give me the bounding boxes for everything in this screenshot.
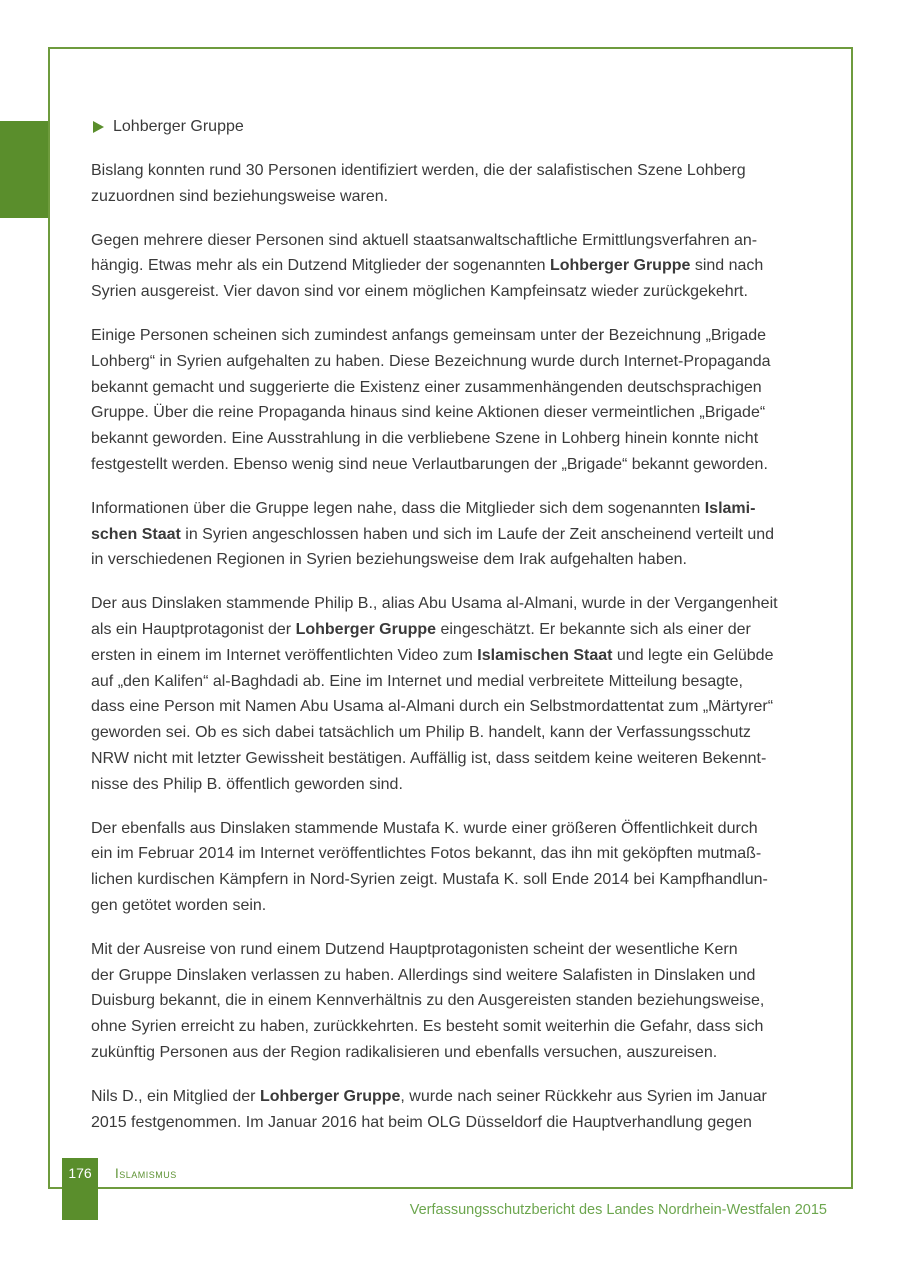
text-run: gen getötet worden sein. (91, 896, 267, 914)
text-run: Mit der Ausreise von rund einem Dutzend Hauptprotagonisten scheint der wesentliche Kern (91, 940, 738, 958)
section-heading-label: Lohberger Gruppe (113, 118, 244, 135)
text-run: Einige Personen scheinen sich zumindest anfangs gemeinsam unter der Bezeichnung „Brigade (91, 326, 767, 344)
text-run: in verschiedenen Regionen in Syrien beziehungsweise dem Irak aufgehalten haben. (91, 551, 687, 569)
paragraph (91, 1084, 836, 1136)
text-run: ohne Syrien erreicht zu haben, zurückkehrten. Es besteht somit weiterhin die Gefahr, dass sich (91, 1018, 764, 1036)
text-run: der Gruppe Dinslaken verlassen zu haben. Allerdings sind weitere Salafisten in Dinslaken und (91, 966, 756, 984)
text-run: NRW nicht mit letzter Gewissheit bestätigen. Auffällig ist, dass seitdem keine weiteren Bekennt- (91, 749, 767, 767)
bold-text-run: Lohberger Gruppe (295, 620, 437, 638)
text-run: Informationen über die Gruppe legen nahe, dass die Mitglieder sich dem sogenannten (91, 499, 705, 517)
text-run: Gegen mehrere dieser Personen sind aktuell staatsanwaltschaftliche Ermittlungsverfahren an- (91, 231, 758, 249)
text-run: hängig. Etwas mehr als ein Dutzend Mitglieder der sogenannten (91, 257, 550, 275)
text-run: in Syrien angeschlossen haben und sich im Laufe der Zeit anscheinend verteilt und (180, 525, 775, 543)
bold-text-run: Islami- (704, 499, 756, 517)
text-run: Nils D., ein Mitglied der (91, 1087, 260, 1105)
text-run: nisse des Philip B. öffentlich geworden sind. (91, 775, 403, 793)
text-run: dass eine Person mit Namen Abu Usama al-Almani durch ein Selbstmordattentat zum „Märtyrer“ (91, 698, 774, 716)
text-run: bekannt geworden. Eine Ausstrahlung in die verbliebene Szene in Lohberg hinein konnte nicht (91, 430, 759, 448)
text-run: Syrien ausgereist. Vier davon sind vor einem möglichen Kampfeinsatz wieder zurückgekehrt. (91, 283, 748, 301)
text-run: Duisburg bekannt, die in einem Kennverhältnis zu den Ausgereisten standen beziehungsweise, (91, 992, 765, 1010)
page-number: 176 (68, 1165, 92, 1181)
text-run: Bislang konnten rund 30 Personen identifiziert werden, die der salafistischen Szene Lohberg (91, 162, 746, 179)
paragraph-container (91, 158, 836, 1135)
paragraph (91, 228, 836, 305)
paragraph (91, 816, 836, 919)
text-run: und legte ein Gelübde (612, 646, 774, 664)
text-run: ersten in einem im Internet veröffentlichten Video zum (91, 646, 478, 664)
section-heading (93, 114, 836, 140)
text-run: lichen kurdischen Kämpfern in Nord-Syrien zeigt. Mustafa K. soll Ende 2014 bei Kampfhandlun- (91, 871, 768, 889)
text-run: 2015 festgenommen. Im Januar 2016 hat beim OLG Düsseldorf die Hauptverhandlung gegen (91, 1113, 752, 1131)
bold-text-run: Islamischen Staat (477, 646, 613, 664)
text-run: auf „den Kalifen“ al-Baghdadi ab. Eine im Internet und medial verbreitete Mitteilung besagte, (91, 672, 743, 690)
text-run: zuzuordnen sind beziehungsweise waren. (91, 187, 389, 205)
text-run: ein im Februar 2014 im Internet veröffentlichtes Fotos bekannt, das ihn mit geköpften mutmaß- (91, 845, 762, 863)
text-run: zukünftig Personen aus der Region radikalisieren und ebenfalls versuchen, auszureisen. (91, 1043, 718, 1061)
text-run: Gruppe. Über die reine Propaganda hinaus sind keine Aktionen dieser vermeintlichen „Brigade“ (91, 404, 766, 422)
chapter-side-tab (0, 121, 48, 218)
bold-text-run: Lohberger Gruppe (259, 1087, 401, 1105)
paragraph (91, 591, 836, 797)
text-run: Lohberg“ in Syrien aufgehalten zu haben. Diese Bezeichnung wurde durch Internet-Propaganda (91, 352, 771, 370)
text-run: festgestellt werden. Ebenso wenig sind neue Verlautbarungen der „Brigade“ bekannt geworden. (91, 455, 768, 473)
paragraph (91, 158, 836, 210)
paragraph (91, 496, 836, 573)
bold-text-run: Lohberger Gruppe (549, 257, 691, 275)
text-run: Der aus Dinslaken stammende Philip B., alias Abu Usama al-Almani, wurde in der Vergangenheit (91, 595, 778, 613)
text-run: geworden sei. Ob es sich dabei tatsächlich um Philip B. handelt, kann der Verfassungsschutz (91, 724, 751, 742)
paragraph (91, 937, 836, 1066)
text-run: sind nach (690, 257, 764, 275)
text-run: bekannt gemacht und suggerierte die Existenz einer zusammenhängenden deutschsprachigen (91, 378, 762, 396)
triangle-right-icon (93, 121, 104, 133)
page-number-badge (62, 1158, 98, 1220)
footer-report-title: Verfassungsschutzbericht des Landes Nordrhein-Westfalen 2015 (409, 1202, 827, 1218)
footer-section-label: Islamismus (115, 1166, 177, 1181)
body-content (91, 114, 836, 1153)
paragraph (91, 323, 836, 478)
bold-text-run: schen Staat (91, 525, 181, 543)
text-run: eingeschätzt. Er bekannte sich als einer der (436, 620, 751, 638)
text-run: , wurde nach seiner Rückkehr aus Syrien im Januar (400, 1087, 767, 1105)
text-run: als ein Hauptprotagonist der (91, 620, 296, 638)
text-run: Der ebenfalls aus Dinslaken stammende Mustafa K. wurde einer größeren Öffentlichkeit durch (91, 819, 758, 837)
